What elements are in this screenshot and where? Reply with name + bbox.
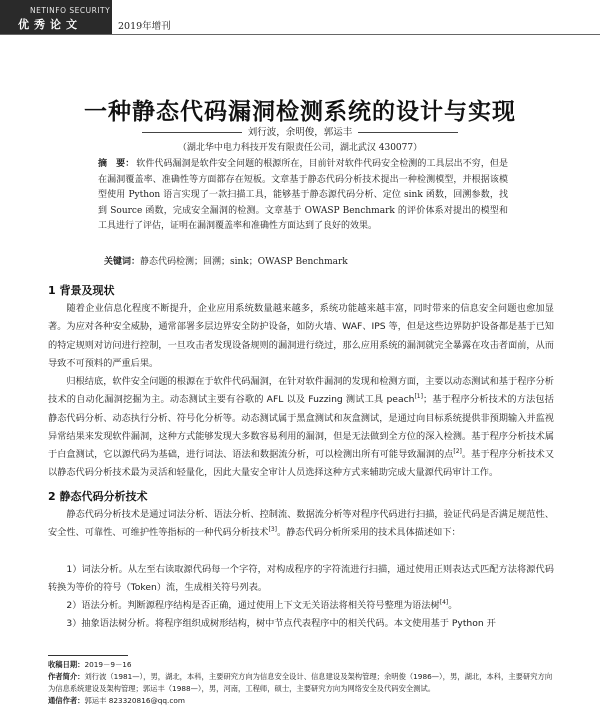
author-bio-label: 作者简介：: [48, 672, 85, 681]
paragraph-2-1: 静态代码分析技术是通过词法分析、语法分析、控制流、数据流分析等对程序代码进行扫描，验证代码是否满足规范性、安全性、可靠性、可维护性等指标的一种代码分析技术[3]。静态代码分析所采用的技术具体描述如下：: [48, 509, 554, 539]
author-bio-text: 刘行波（1981—），男，湖北，本科，主要研究方向为信息安全设计、信息建设及架构管理；余明俊（1986—），男，湖北，本科，主要研究方向为信息系统建设及架构管理；郭运丰（1988—），男，河南，工程师，硕士，主要研究方向为网络安全及代码安全测试。: [48, 672, 553, 693]
author-line: [0, 124, 600, 138]
received-line: [48, 659, 558, 671]
journal-header: [0, 0, 600, 34]
keywords-label: 关键词：: [104, 257, 141, 267]
paragraph-2-4: 3）抽象语法树分析。将程序组织成树形结构，树中节点代表程序中的相关代码。本文使用基于 Python 开: [66, 618, 496, 629]
paragraph-1-2: 归根结底，软件安全问题的根源在于软件代码漏洞，在针对软件漏洞的发现和检测方面，主要以动态测试和基于程序分析技术的自动化漏洞挖掘为主。动态测试主要有谷歌的 AFL 以及 Fuzzing 测试工具 peach[1]；基于程序分析技术的方法包括静态代码分析、动态执行分析、符号化分析等。动态测试属于黑盒测试和灰盒测试，是通过向目标系统提供非预期输入并监视异常结果来发现软件漏洞，这种方式能够发现大多数容易利用的漏洞，但是无法做到全方位的深入检测。基于程序分析技术属于白盒测试，它以源代码为基础，进行词法、语法和数据流分析，可以检测出所有可能导致漏洞的点[2]。基于程序分析技术又以静态代码分析技术最为灵活和轻量化，因此大量安全审计人员选择这种方式来辅助完成大量源代码审计工作。: [48, 376, 555, 479]
authors: 刘行波，余明俊，郭运丰: [247, 127, 353, 138]
paragraph-2-2: 1）词法分析。从左至右读取源代码每一个字符，对构成程序的字符流进行扫描，通过使用正则表达式匹配方法将源代码转换为等价的符号（Token）流，生成相关符号列表。: [48, 564, 554, 594]
received-date: 2019－9－16: [84, 660, 132, 669]
section-label: 优秀论文: [18, 18, 82, 31]
footnote: [48, 659, 558, 707]
corresponding-label: 通信作者：: [48, 696, 85, 705]
section-heading-2: 2 静态代码分析技术: [48, 490, 148, 503]
affiliation: （湖北华中电力科技开发有限责任公司，湖北武汉 430077）: [177, 143, 423, 153]
author-rule-right: [358, 132, 458, 133]
footnote-divider: [48, 655, 128, 656]
paper-title: 一种静态代码漏洞检测系统的设计与实现: [84, 99, 516, 125]
corresponding-text: 郭运丰 823320816@qq.com: [84, 696, 185, 705]
author-bio: [48, 671, 558, 695]
section-heading-1: 1 背景及现状: [48, 284, 115, 297]
keywords-text: 静态代码检测；回溯；sink；OWASP Benchmark: [140, 257, 348, 267]
corresponding-author: [48, 695, 558, 707]
author-rule-left: [142, 132, 242, 133]
journal-name-small: NETINFO SECURITY: [30, 6, 111, 15]
keywords: [104, 254, 514, 267]
received-label: 收稿日期：: [48, 660, 85, 669]
abstract-text: 软件代码漏洞是软件安全问题的根源所在，目前针对软件代码安全检测的工具层出不穷，但是在漏洞覆盖率、准确性等方面都存在短板。文章基于静态代码分析技术提出一种检测模型，并根据该模型使用 Python 语言实现了一款扫描工具，能够基于静态源代码分析、定位 sink 函数，回溯参数，找到 Source 函数，完成安全漏洞的检测。文章基于 OWASP Benchmark 的评价体系对提出的模型和工具进行了评估，证明在漏洞覆盖率和准确性方面达到了良好的效果。: [98, 159, 508, 231]
issue-label: 2019年增刊: [118, 21, 171, 32]
header-divider: [0, 34, 600, 35]
paragraph-2-3: 2）语法分析。判断源程序结构是否正确，通过使用上下文无关语法将相关符号整理为语法树[4]。: [66, 598, 458, 611]
abstract: [98, 157, 508, 235]
paragraph-1-1: 随着企业信息化程度不断提升，企业应用系统数量越来越多，系统功能越来越丰富，同时带来的信息安全问题也愈加显著。为应对各种安全威胁，通常部署多层边界安全防护设备，如防火墙、WAF、IPS 等，但是这些边界防护设备都是基于已知的特定规则对访问进行控制，一旦攻击者发现设备规则的漏洞进行绕过，那么应用系统的漏洞就完全暴露在攻击者面前，从而导致不可预料的严重后果。: [48, 303, 554, 369]
abstract-label: 摘 要：: [98, 159, 135, 169]
